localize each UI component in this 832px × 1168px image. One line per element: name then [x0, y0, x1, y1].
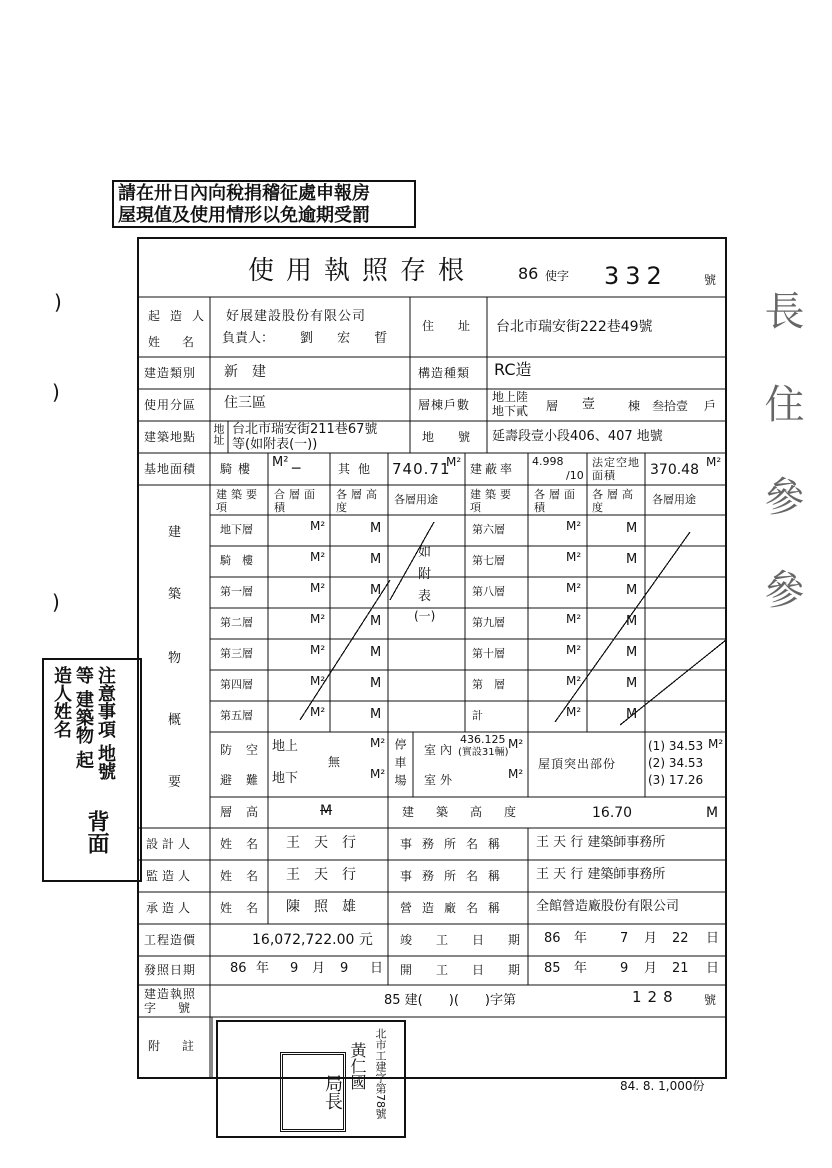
other-label: 其他: [338, 462, 379, 476]
indoor-unit: M²: [508, 737, 524, 751]
building-height-unit: M: [706, 805, 719, 821]
completion-date-part: 日: [706, 931, 720, 946]
floor-label-right: 第七層: [472, 554, 505, 567]
issue-date-label: 發照日期: [144, 963, 197, 977]
title-char: 使字: [545, 269, 570, 283]
floor-height-unit: M: [626, 676, 638, 691]
summary-side-2: 築: [168, 587, 184, 602]
issue-date-part: 86: [230, 961, 247, 976]
floor-height-unit: M: [370, 583, 382, 598]
completion-date-part: 22: [672, 931, 689, 946]
floor-height-unit: M: [370, 521, 382, 536]
other-value: 740.71: [392, 460, 451, 478]
cost-label: 工程造價: [144, 933, 197, 947]
start-date-part: 年: [574, 961, 588, 976]
floor-area-unit: M²: [566, 674, 582, 688]
household-count: 叁拾壹: [652, 399, 689, 413]
floor-area-unit: M²: [310, 550, 326, 564]
print-info: 84. 8. 1,000份: [620, 1079, 705, 1093]
title-suffix: 號: [704, 273, 717, 287]
tax-notice-line1: 請在卅日內向稅捐稽征處申報房: [118, 183, 370, 204]
header-usage-right: 各層用途: [652, 493, 696, 506]
summary-side-3: 物: [168, 651, 184, 666]
floor-area-unit: M²: [566, 705, 582, 719]
official-seal: 局長: [280, 1052, 346, 1132]
floor-area-unit: M²: [310, 519, 326, 533]
side-stamp-col1: 注意事項: [95, 666, 116, 738]
shelter-label-2: 避難: [220, 773, 273, 787]
supervisor-name-label: 姓名: [220, 869, 273, 883]
floor-height-unit: M: [370, 552, 382, 567]
floor-area-unit: M²: [566, 643, 582, 657]
arcade-value: ─: [292, 461, 301, 477]
vacant-label: 法定空地面積: [592, 456, 640, 482]
permit-number: 128: [632, 988, 679, 1006]
other-unit: M²: [446, 455, 462, 469]
header-item-right: 建築要項: [470, 488, 515, 514]
supervisor-name: 王 天 行: [286, 867, 356, 883]
designer-label: 設計人: [146, 837, 195, 851]
indoor-label: 室內: [424, 743, 457, 757]
supervisor-office: 王 天 行 建築師事務所: [536, 867, 666, 882]
usage-note-2: 附: [418, 567, 432, 582]
location-address-2: 等(如附表(一)): [232, 437, 318, 452]
floor-area-unit: M²: [310, 643, 326, 657]
zone-label: 使用分區: [144, 398, 197, 412]
floor-height-unit: M: [370, 614, 382, 629]
roof-value-2: (2) 34.53: [648, 756, 704, 770]
director-name: 黃仁國: [348, 1042, 367, 1090]
structure-type: RC造: [494, 360, 532, 379]
site-area-label: 基地面積: [144, 462, 197, 476]
margin-mark: ): [52, 380, 60, 404]
applicant-rep-name: 劉 宏 晢: [300, 331, 398, 346]
applicant-name-label: 姓名: [148, 335, 217, 349]
arcade-unit: M²: [272, 455, 289, 470]
location-label: 建築地點: [144, 430, 197, 444]
side-stamp-col4: 起造人姓名: [51, 666, 94, 769]
shelter-below: 地下: [272, 771, 299, 786]
edge-residue: 長 住 參 參: [758, 290, 804, 629]
floor-height-unit: M: [626, 583, 638, 598]
floor-height-unit: M: [320, 803, 333, 819]
floor-area-unit: M²: [566, 550, 582, 564]
roof-unit: M²: [708, 737, 724, 751]
side-stamp-col2: 地號等: [73, 666, 116, 781]
outdoor-unit: M²: [508, 767, 524, 781]
completion-date-part: 月: [644, 931, 658, 946]
floor-height-unit: M: [626, 552, 638, 567]
coverage-label: 建蔽率: [470, 462, 516, 476]
indoor-value: 436.125: [460, 733, 506, 746]
contractor-label: 承造人: [146, 901, 195, 915]
title-year: 86: [518, 264, 539, 283]
vacant-unit: M²: [706, 455, 722, 469]
lot-label: 地號: [422, 430, 495, 444]
floor-area-unit: M²: [310, 674, 326, 688]
margin-mark: ): [52, 590, 60, 614]
contractor-name-label: 姓名: [220, 901, 273, 915]
outdoor-label: 室外: [424, 773, 457, 787]
floor-area-unit: M²: [566, 581, 582, 595]
usage-note-1: 如: [418, 545, 432, 560]
floor-area-unit: M²: [310, 612, 326, 626]
structure-label: 構造種類: [418, 366, 471, 380]
floor-label-right: 第九層: [472, 616, 505, 629]
floor-area-unit: M²: [310, 705, 326, 719]
floor-height-unit: M: [370, 645, 382, 660]
issue-date-part: 9: [340, 961, 349, 976]
floors-below: 地下貳: [492, 404, 529, 418]
building-height-value: 16.70: [592, 805, 633, 821]
start-date-part: 85: [544, 961, 561, 976]
floor-height-unit: M: [370, 707, 382, 722]
floor-label-right: 第八層: [472, 585, 505, 598]
header-area-right: 各層面積: [534, 488, 579, 514]
permit-text: 85 建( )( )字第: [384, 993, 516, 1008]
completion-label: 竣工日期: [400, 933, 545, 947]
floors-layer: 層: [546, 399, 559, 413]
floor-label-right: 第十層: [472, 647, 505, 660]
usage-note-3: 表: [418, 589, 432, 604]
floor-label-right: 計: [472, 709, 483, 722]
contractor-name: 陳 照 雄: [286, 899, 356, 915]
applicant-address: 台北市瑞安街222巷49號: [496, 319, 653, 335]
contractor-firm: 全館營造廠股份有限公司: [536, 899, 680, 914]
designer-name: 王 天 行: [286, 835, 356, 851]
floor-height-unit: M: [370, 676, 382, 691]
header-area-left: 合層面積: [274, 488, 319, 514]
note-seal-stamp: [216, 1020, 406, 1138]
designer-office-label: 事務所名稱: [400, 837, 511, 851]
permit-label-1: 建造執照: [144, 987, 197, 1001]
side-stamp-col3: 建築物: [73, 690, 94, 745]
completion-date-part: 年: [574, 931, 588, 946]
vacant-value: 370.48: [650, 462, 699, 478]
location-address: 台北市瑞安街211巷67號: [232, 422, 378, 437]
start-date-part: 21: [672, 961, 689, 976]
issue-date-part: 9: [290, 961, 299, 976]
applicant-rep-label: 負責人：: [222, 331, 275, 346]
note-label: 附註: [148, 1039, 217, 1053]
header-usage-left: 各層用途: [394, 493, 438, 506]
issue-date-part: 月: [312, 961, 326, 976]
designer-office: 王 天 行 建築師事務所: [536, 835, 666, 850]
start-date-part: 日: [706, 961, 720, 976]
header-height-left: 各層高度: [336, 488, 381, 514]
supervisor-label: 監造人: [146, 869, 195, 883]
roof-value-1: (1) 34.53: [648, 739, 704, 753]
summary-side-5: 要: [168, 775, 184, 790]
arcade-label: 騎樓: [220, 462, 257, 476]
household-unit: 戶: [704, 399, 717, 413]
floor-label-left: 第二層: [220, 616, 253, 629]
start-date-part: 月: [644, 961, 658, 976]
coverage-denom: /10: [566, 469, 584, 482]
designer-name-label: 姓名: [220, 837, 273, 851]
start-date-part: 9: [620, 961, 629, 976]
building-count: 壹: [582, 397, 596, 412]
margin-mark: ): [54, 290, 62, 314]
construction-type-label: 建造類別: [144, 366, 197, 380]
floor-height-label: 層高: [220, 805, 273, 819]
floor-label-left: 第五層: [220, 709, 253, 722]
start-date-label: 開工日期: [400, 963, 545, 977]
completion-date-part: 7: [620, 931, 629, 946]
issue-date-part: 日: [370, 961, 384, 976]
building-height-label: 建築高度: [402, 805, 539, 819]
floor-label-left: 騎 樓: [220, 554, 253, 567]
floor-label-left: 地下層: [220, 523, 253, 536]
floors-label: 層棟戶數: [418, 398, 471, 412]
shelter-none: 無: [328, 755, 341, 769]
floor-label-left: 第四層: [220, 678, 253, 691]
floor-area-unit: M²: [566, 612, 582, 626]
parking-label: 停車場: [393, 738, 407, 792]
shelter-unit-1: M²: [370, 736, 386, 750]
applicant-company: 好展建設股份有限公司: [226, 309, 367, 324]
floors-above: 地上陸: [492, 390, 529, 404]
floor-label-left: 第三層: [220, 647, 253, 660]
floor-height-unit: M: [626, 645, 638, 660]
completion-date-part: 86: [544, 931, 561, 946]
roof-label: 屋頂突出部份: [538, 757, 617, 771]
supervisor-office-label: 事務所名稱: [400, 869, 511, 883]
zone-value: 住三區: [224, 395, 266, 411]
permit-suffix: 號: [704, 993, 717, 1007]
address-label: 住址: [422, 319, 495, 333]
floor-label-right: 第 層: [472, 678, 505, 691]
form-title: 使用執照存根: [248, 256, 477, 286]
floor-label-right: 第六層: [472, 523, 505, 536]
floor-area-unit: M²: [310, 581, 326, 595]
location-addr-side: 地址: [212, 423, 225, 445]
roof-value-3: (3) 17.26: [648, 773, 704, 787]
shelter-label-1: 防空: [220, 743, 273, 757]
summary-side-1: 建: [168, 525, 184, 540]
contractor-firm-label: 營造廠名稱: [400, 901, 511, 915]
building-unit: 棟: [628, 399, 641, 413]
note-seal-text: 北市工建字第78號: [374, 1028, 387, 1119]
title-number: 332: [604, 262, 668, 290]
construction-type: 新 建: [224, 364, 266, 380]
tax-notice-line2: 屋現值及使用情形以免逾期受罰: [118, 205, 370, 226]
usage-note-4: (一): [414, 609, 436, 623]
shelter-above: 地上: [272, 739, 299, 754]
lot-number: 延壽段壹小段406、407 地號: [492, 429, 663, 444]
indoor-note: (實設31輛): [458, 747, 509, 758]
floor-area-unit: M²: [566, 519, 582, 533]
header-height-right: 各層高度: [592, 488, 637, 514]
cost-value: 16,072,722.00 元: [252, 932, 373, 948]
floor-height-unit: M: [626, 707, 638, 722]
side-stamp-back: 背面: [84, 810, 110, 854]
permit-label-2: 字號: [144, 1001, 213, 1015]
floor-height-unit: M: [626, 614, 638, 629]
shelter-unit-2: M²: [370, 767, 386, 781]
applicant-label: 起造人: [148, 309, 215, 323]
issue-date-part: 年: [256, 961, 270, 976]
header-item-left: 建築要項: [216, 488, 261, 514]
floor-label-left: 第一層: [220, 585, 253, 598]
summary-side-4: 概: [168, 713, 184, 728]
coverage-value: 4.998: [532, 455, 564, 468]
floor-height-unit: M: [626, 521, 638, 536]
